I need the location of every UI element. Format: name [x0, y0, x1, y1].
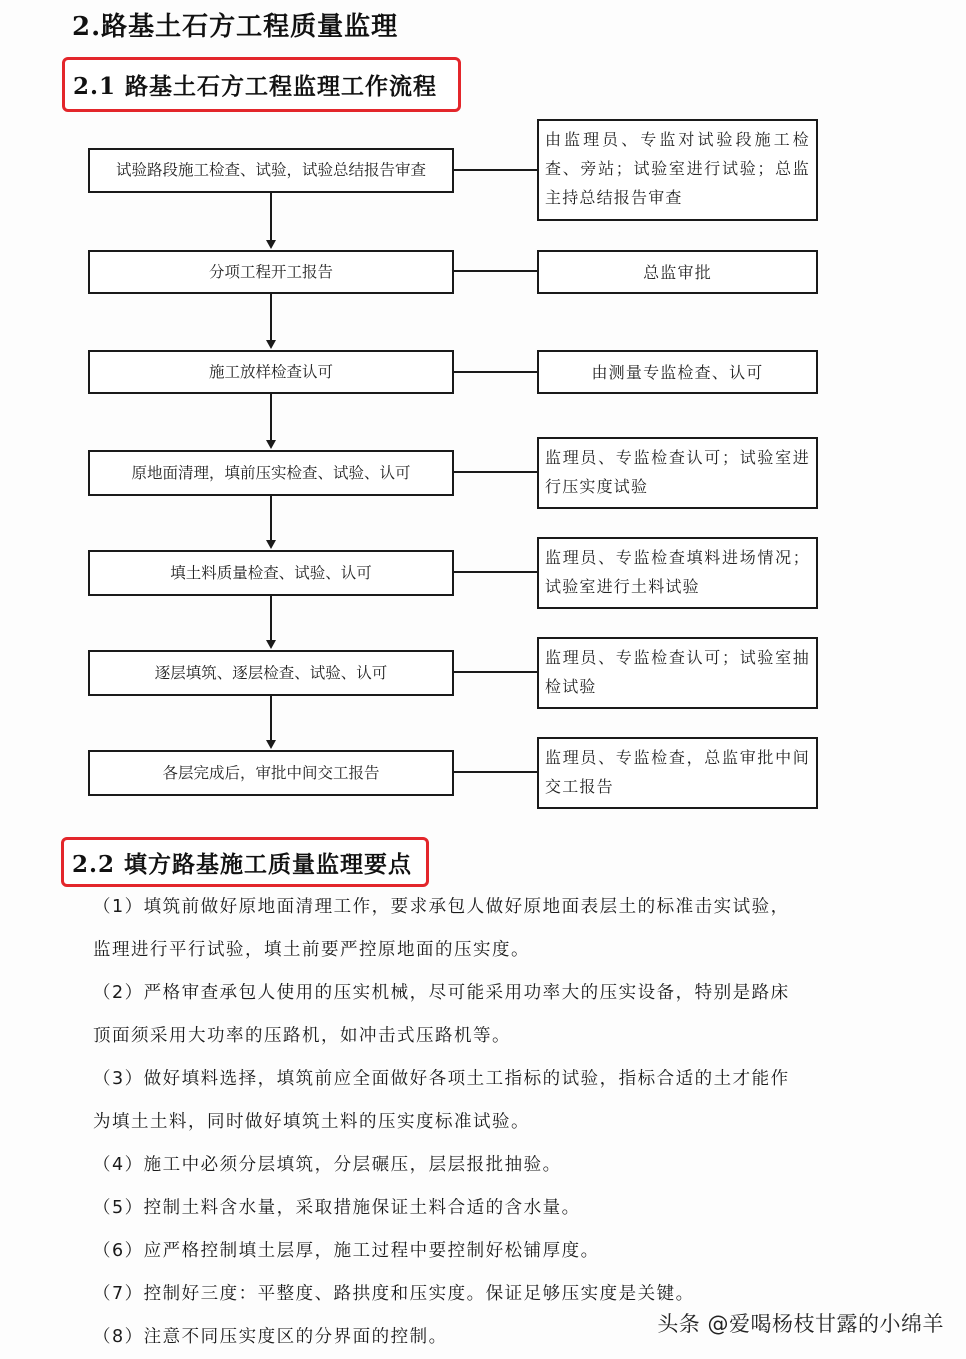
flow-step-4 [88, 450, 454, 496]
connector-line [454, 771, 537, 773]
arrow-down-icon [266, 340, 276, 349]
point-line: 监理进行平行试验，填土前要严控原地面的压实度。 [93, 940, 530, 960]
section-heading-text: 2.1 路基土石方工程监理工作流程 [73, 73, 438, 100]
flow-step-2 [88, 250, 454, 294]
flow-arrow-line [270, 294, 272, 341]
flow-supervision-1 [537, 119, 818, 221]
section-heading-2-1 [62, 57, 461, 112]
point-line: （7）控制好三度：平整度、路拱度和压实度。保证足够压实度是关键。 [93, 1284, 695, 1304]
flow-step-text: 原地面清理，填前压实检查、试验、认可 [131, 463, 411, 482]
flow-step-1 [88, 148, 454, 193]
section-heading-2-2 [61, 837, 429, 887]
supervision-text: 监理员、专监检查认可；试验室进行压实度试验 [545, 448, 810, 496]
arrow-down-icon [266, 540, 276, 549]
flow-supervision-4 [537, 437, 818, 509]
connector-line [454, 169, 537, 171]
flow-arrow-line [270, 193, 272, 241]
flow-step-text: 试验路段施工检查、试验，试验总结报告审查 [115, 161, 426, 180]
watermark: 头条 @爱喝杨枝甘露的小绵羊 [657, 1312, 944, 1336]
supervision-text: 监理员、专监检查填料进场情况；试验室进行土料试验 [545, 548, 810, 596]
point-line: （3）做好填料选择，填筑前应全面做好各项土工指标的试验，指标合适的土才能作 [93, 1069, 790, 1089]
section-heading-text: 2.2 填方路基施工质量监理要点 [72, 850, 413, 878]
flow-step-5 [88, 550, 454, 596]
connector-line [454, 671, 537, 673]
flow-supervision-3 [537, 350, 818, 394]
flow-step-7 [88, 750, 454, 796]
flow-supervision-7 [537, 737, 818, 809]
arrow-down-icon [266, 240, 276, 249]
connector-line [454, 471, 537, 473]
flow-step-text: 施工放样检查认可 [208, 362, 333, 381]
supervision-text: 由监理员、专监对试验段施工检查、旁站；试验室进行试验；总监主持总结报告审查 [545, 130, 810, 207]
supervision-text: 监理员、专监检查认可；试验室抽检试验 [545, 648, 810, 696]
point-line: （1）填筑前做好原地面清理工作，要求承包人做好原地面表层土的标准击实试验， [93, 897, 790, 917]
connector-line [454, 571, 537, 573]
connector-line [454, 270, 537, 272]
flow-step-3 [88, 350, 454, 394]
point-line: 顶面须采用大功率的压路机，如冲击式压路机等。 [93, 1026, 511, 1046]
flow-step-text: 分项工程开工报告 [208, 262, 333, 281]
flow-step-text: 填土料质量检查、试验、认可 [170, 563, 372, 582]
flow-arrow-line [270, 394, 272, 441]
page-title: 2.路基土石方工程质量监理 [72, 12, 399, 42]
arrow-down-icon [266, 440, 276, 449]
flow-step-text: 各层完成后，审批中间交工报告 [162, 763, 380, 782]
flow-step-text: 逐层填筑、逐层检查、试验、认可 [154, 663, 388, 682]
flow-arrow-line [270, 496, 272, 541]
supervision-text: 由测量专监检查、认可 [591, 362, 764, 382]
flow-supervision-2 [537, 250, 818, 294]
arrow-down-icon [266, 740, 276, 749]
flow-arrow-line [270, 696, 272, 741]
flow-step-6 [88, 650, 454, 696]
point-line: （5）控制土料含水量，采取措施保证土料合适的含水量。 [93, 1198, 581, 1218]
point-line: （2）严格审查承包人使用的压实机械，尽可能采用功率大的压实设备，特别是路床 [93, 983, 790, 1003]
supervision-text: 监理员、专监检查，总监审批中间交工报告 [545, 748, 810, 796]
point-line: 为填土土料，同时做好填筑土料的压实度标准试验。 [93, 1112, 530, 1132]
point-line: （6）应严格控制填土层厚，施工过程中要控制好松铺厚度。 [93, 1241, 600, 1261]
point-line: （8）注意不同压实度区的分界面的控制。 [93, 1327, 448, 1347]
flow-supervision-6 [537, 637, 818, 709]
point-line: （4）施工中必须分层填筑，分层碾压，层层报批抽验。 [93, 1155, 562, 1175]
supervision-text: 总监审批 [643, 262, 712, 282]
flow-arrow-line [270, 596, 272, 641]
arrow-down-icon [266, 640, 276, 649]
flow-supervision-5 [537, 537, 818, 609]
connector-line [454, 371, 537, 373]
